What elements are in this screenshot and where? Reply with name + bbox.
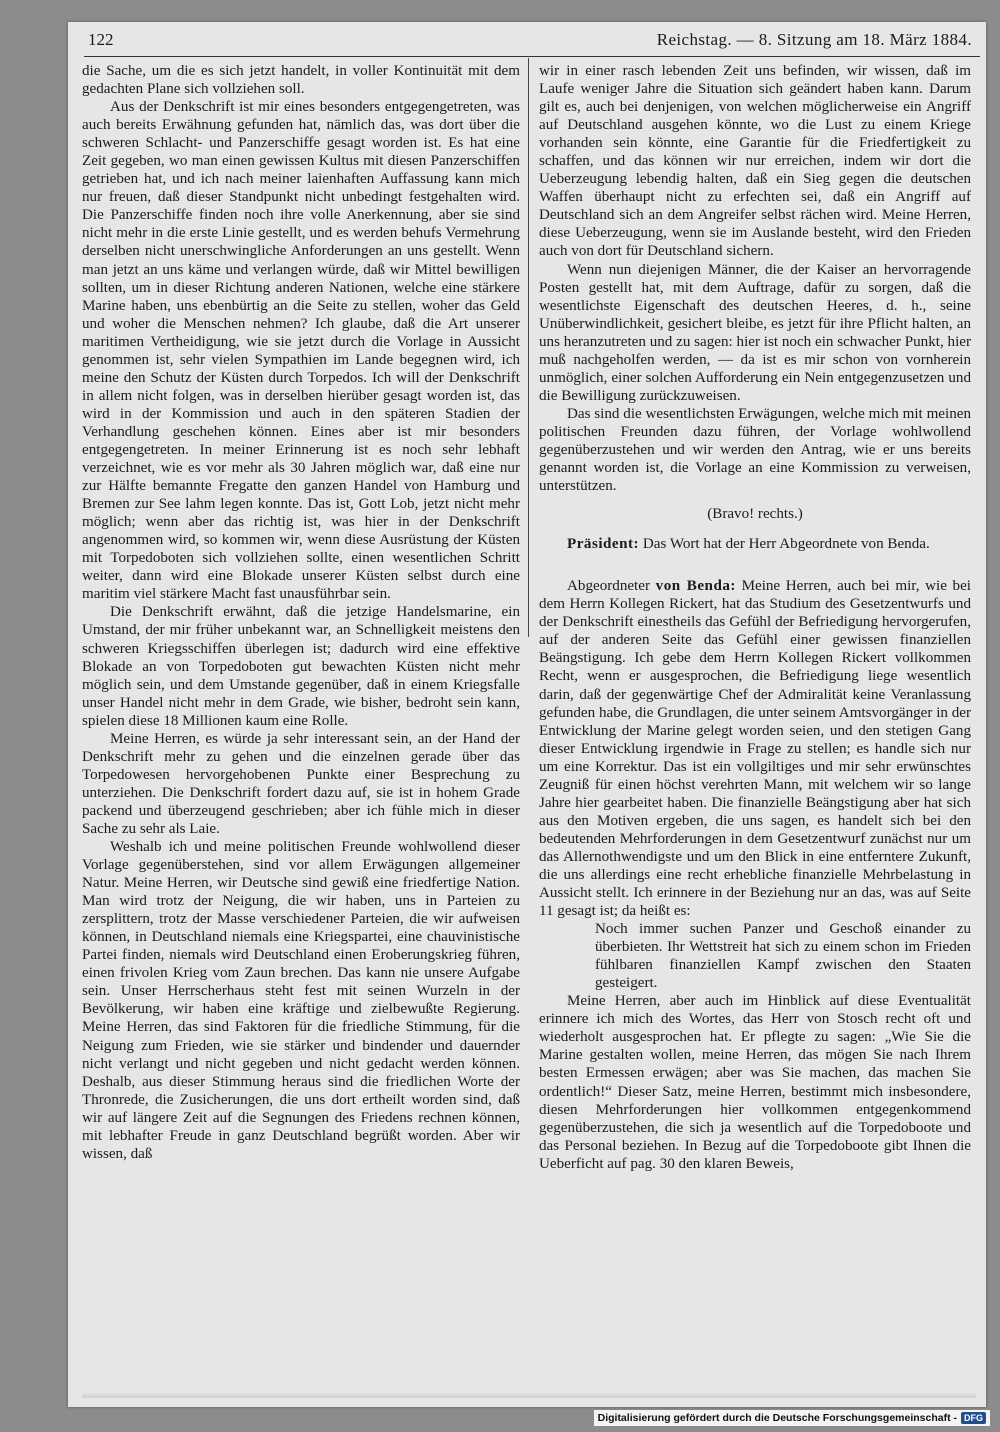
paragraph: wir in einer rasch lebenden Zeit uns befinden, wir wissen, daß im Laufe weniger Jahre die Situation sich geändert haben kann. Darum gilt es, auch bei denjenigen, von welchen möglicherweise ein Angriff auf Deutschland ausgehen könnte, wo die Lust zu einem Kriege vorhanden sein könnte, eine Garantie für die Friedfertigkeit zu schaffen, und das können wir nur erreichen, indem wir dort die Ueberzeugung lebendig halten, daß ein Sieg gegen die deutschen Waffen überhaupt nicht zu erfechten sei, daß ein Angriff auf Deutschland sich an dem Angreifer selbst rächen wird. Meine Herren, diese Ueberzeugung, wenn sie im Auslande besteht, wird den Frieden auch von dort für Deutschland sichern. [539, 63, 971, 260]
benda-text: Meine Herren, auch bei mir, wie bei dem Herrn Kollegen Rickert, hat das Studium des Gesetzentwurfs und der Denkschrift einestheils das Gefühl der Befriedigung hervorgerufen, auf der anderen Seite das Gefühl einer gewissen finanziellen Beängstigung. Ich gebe dem Herrn Kollegen Rickert vollkommen Recht, wenn er ausgesprochen, die Befriedigung liege wesentlich darin, daß der gegenwärtige Chef der Admiralität keine Veranlassung gefunden habe, die Grundlagen, die unter seinem Amtsvorgänger in der Entwicklung der Marine gelegt worden seien, und den stetigen Gang dieser Entwicklung irgendwie in Frage zu stellen; es handle sich nur um eine Korrektur. Das ist ein vollgiltiges und mir sehr erwünschtes Zeugniß für einen höchst verehrten Mann, mit welchem wir so lange Jahre hier gearbeitet haben. Die finanzielle Beängstigung aber hat sich aus den Motiven ergeben, die uns sagen, es handelt sich bei den bedeutenden Mehrforderungen in dem Gesetzentwurf zunächst nur um das Allernothwendigste und um den Blick in eine entferntere Zukunft, die uns allerdings eine recht erhebliche finanzielle Mehrbelastung in Aussicht stellt. Ich erinnere in der Beziehung nur an das, was auf Seite 11 gesagt ist; da heißt es: [539, 578, 971, 920]
paragraph: Meine Herren, aber auch im Hinblick auf diese Eventualität erinnere ich mich des Wortes, das Herr von Stosch recht oft und wiederholt ausgesprochen hat. Er pflegte zu sagen: „Wie Sie die Marine gestalten wollen, meine Herren, das mögen Sie nach Ihrem besten Ermessen erwägen; aber was Sie machen, das machen Sie ordentlich!“ Dieser Satz, meine Herren, bestimmt mich insbesondere, diesen Mehrforderungen hier vollkommen entgegenkommend gegenüberzustehen, die sich ja wesentlich auf die Torpedoboote und das Personal beziehen. In Bezug auf die Torpedoboote gibt Ihnen die Ueberficht auf pag. 30 den klaren Beweis, [539, 993, 971, 1172]
paragraph: die Sache, um die es sich jetzt handelt, in voller Kontinuität mit dem gedachten Plane sich vollziehen soll. [82, 63, 520, 98]
paragraph: Weshalb ich und meine politischen Freunde wohlwollend dieser Vorlage gegenüberstehen, sind vor allem Erwägungen allgemeiner Natur. Meine Herren, wir Deutsche sind gewiß eine friedfertige Nation. Man wird trotz der Neigung, die wir haben, uns in Parteien zu zersplittern, trotz der Masse verschiedener Parteien, die wir aufweisen können, in Deutschland niemals eine Kriegspartei, eine chauvinistische Partei finden, niemals wird Deutschland einen Eroberungskrieg führen, einen frivolen Krieg vom Zaun brechen. Das kann nie unsere Aufgabe sein. Unser Herrscherhaus steht fest mit seinen Wurzeln in der Bevölkerung, wir haben eine kräftige und zielbewußte Regierung. Meine Herren, das sind Faktoren für die friedliche Stimmung, für die Neigung zum Frieden, wie sie stärker und bindender und dauernder nicht verlangt und nicht gegeben und nicht gedacht werden können. Deshalb, aus dieser Stimmung heraus sind die friedlichen Worte der Thronrede, die Zusicherungen, die uns dort ertheilt worden sind, daß wir auf längere Zeit auf die Segnungen des Friedens rechnen können, mit lebhafter Freude in ganz Deutschland begrüßt worden. Aber wir wissen, daß [82, 839, 520, 1162]
scanned-page [68, 22, 986, 1407]
left-column [82, 62, 520, 1163]
president-paragraph [539, 535, 971, 553]
column-divider [528, 58, 529, 637]
page-number: 122 [88, 30, 114, 49]
president-text: Das Wort hat der Herr Abgeordnete von Benda. [639, 536, 930, 553]
paragraph: Die Denkschrift erwähnt, daß die jetzige Handelsmarine, ein Umstand, der mir früher unbekannt war, an Schnelligkeit meistens den schweren Kriegsschiffen überlegen ist; dadurch wird eine effektive Blokade an von Torpedoboten gut bewachten Küsten nicht mehr möglich sein, und dem Umstande gegenüber, daß in einem Kriegsfalle unser Handel nicht mehr in dem Grade, wie bisher, bedroht sein kann, spielen diese 18 Millionen kaum eine Rolle. [82, 604, 520, 729]
page-header [88, 30, 978, 54]
running-title: Reichstag. — 8. Sitzung am 18. März 1884. [656, 30, 972, 49]
speaker-president: Präsident: [567, 536, 640, 553]
right-column [539, 62, 971, 1173]
benda-paragraph [539, 577, 971, 920]
benda-intro: Abgeordneter [567, 578, 656, 595]
footer-text: Digitalisierung gefördert durch die Deutsche Forschungsgemeinschaft - [597, 1412, 957, 1424]
dfg-logo: DFG [961, 1412, 986, 1424]
paragraph: Das sind die wesentlichsten Erwägungen, welche mich mit meinen politischen Freunden dazu führen, der Vorlage wohlwollend gegenüberzustehen und wir werden den Antrag, wie er uns bereits genannt worden ist, die Vorlage an eine Kommission zu verweisen, unterstützen. [539, 405, 971, 495]
paragraph: Wenn nun diejenigen Männer, die der Kaiser an hervorragende Posten gestellt hat, mit dem Auftrage, dafür zu sorgen, daß die wesentlichste Eigenschaft des deutschen Heeres, d. h., seine Unüberwindlichkeit, gesichert bleibe, es jetzt für ihre Pflicht halten, an uns heranzutreten und zu sagen: hier ist noch ein schwacher Punkt, hier muß nachgeholfen werden, — da ist es mir schon von vornherein unmöglich, einer solchen Aufforderung ein Nein entgegenzusetzen und die Bewilligung zurückzuweisen. [539, 261, 971, 404]
page-bottom-edge [82, 1392, 976, 1398]
digitization-footer [594, 1410, 990, 1426]
speaker-benda: von Benda: [655, 578, 736, 595]
header-rule [84, 56, 980, 57]
paragraph: Meine Herren, es würde ja sehr interessant sein, an der Hand der Denkschrift mehr zu gehen und die einzelnen gerade über das Torpedowesen hervorgehobenen Punkte einer Besprechung zu unterziehen. Die Denkschrift fordert dazu auf, sie ist in hohem Grade packend und überzeugend geschrieben; aber ich fühle mich in dieser Sache zu sehr als Laie. [82, 730, 520, 837]
applause-note: (Bravo! rechts.) [707, 506, 803, 523]
paragraph: Aus der Denkschrift ist mir eines besonders entgegengetreten, was auch bereits Erwähnung gefunden hat, nämlich das, was dort über die schweren Schlacht- und Panzerschiffe gesagt worden ist. Es hat eine Zeit gegeben, wo man einen gewissen Kultus mit diesen Panzerschiffen getrieben hat, und ich nach meiner laienhaften Auffassung kann mich nur freuen, daß dieser Standpunkt nicht unbedingt festgehalten wird. Die Panzerschiffe finden noch ihre volle Anerkennung, aber sie sind nicht mehr in die erste Linie gestellt, und es werden behufs Vermehrung derselben nicht unerschwingliche Anforderungen an uns gestellt. Wenn man jetzt an uns käme und verlangen würde, daß wir Mittel bewilligen sollten, um in dieser Richtung anderen Nationen, welche eine stärkere Marine haben, uns ebenbürtig an die Seite zu stellen, woher das Geld und woher die Menschen nehmen? Ich glaube, daß die Art unserer maritimen Vertheidigung, wie sie jetzt durch die Vorlage in Aussicht genommen ist, sehr vielen Sympathien im Lande begegnen wird, ich meine den Schutz der Küsten durch Torpedos. Ich will der Denkschrift in allem nicht folgen, was in derselben hierüber gesagt worden ist, das wird in der Kommission und auch in den späteren Stadien der Verhandlung geschehen können. Eines aber ist mir besonders entgegengetreten. In meiner Erinnerung ist es noch sehr lebhaft verzeichnet, wie es vor mehr als 30 Jahren möglich war, daß eine nur zur Hälfte bemannte Fregatte den ganzen Handel von Hamburg und Bremen zur See lahm legen konnte. Das ist, Gott Lob, jetzt nicht mehr möglich; wenn aber das richtig ist, was hier in der Denkschrift angenommen wird, so kommen wir, wenn diese Ausrüstung der Küsten mit Torpedoboten sich vollziehen sollte, einen wesentlichen Schritt weiter, dann wird eine Blokade unserer Küsten selbst durch eine maritim viel stärkere Macht fast unausführbar sein. [82, 99, 520, 603]
block-quote: Noch immer suchen Panzer und Geschoß einander zu überbieten. Ihr Wettstreit hat sich zu einem schon im Frieden fühlbaren finanziellen Kampf zwischen den Staaten gesteigert. [595, 921, 971, 992]
